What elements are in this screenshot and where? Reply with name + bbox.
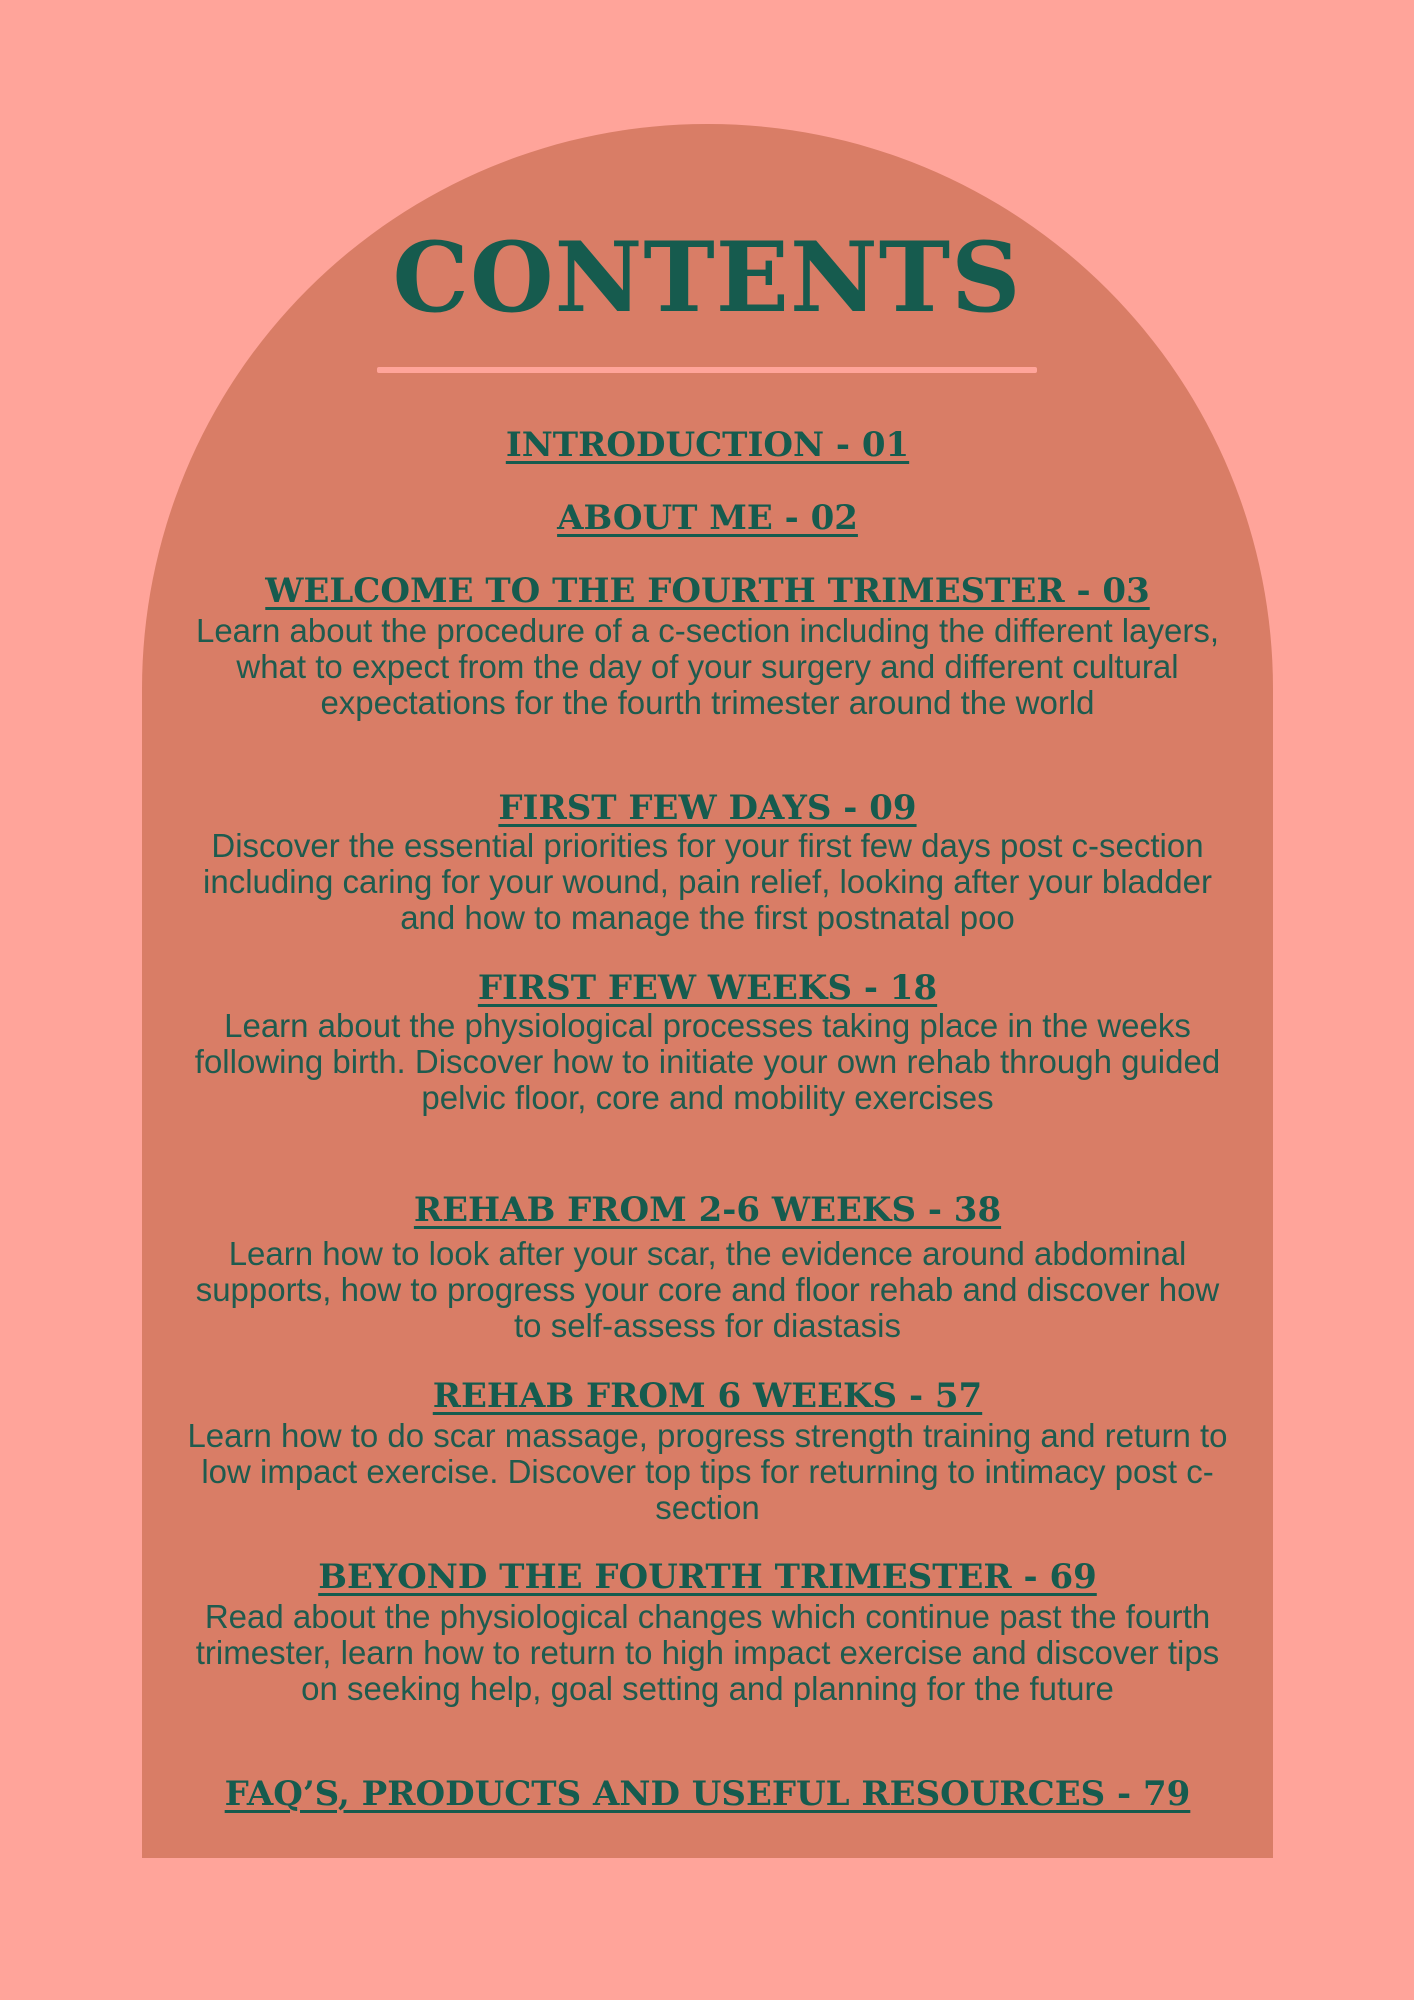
toc-description-rehab-6-weeks: Learn how to do scar massage, progress strength training and return to low impact exercise. Discover top tips for returning to intimacy post c-section — [187, 1417, 1228, 1526]
toc-link-introduction[interactable]: INTRODUCTION - 01 — [505, 425, 910, 465]
toc-link-first-few-weeks[interactable]: FIRST FEW WEEKS - 18 — [477, 968, 938, 1008]
toc-link-faqs-products-resources[interactable]: FAQ’S, PRODUCTS AND USEFUL RESOURCES - 79 — [224, 1774, 1191, 1814]
toc-link-about-me[interactable]: ABOUT ME - 02 — [557, 498, 858, 538]
toc-description-beyond-fourth-trimester: Read about the physiological changes which continue past the fourth trimester, learn how to return to high impact exercise and discover tips on seeking help, goal setting and planning for the future — [195, 1598, 1220, 1707]
toc-link-welcome-fourth-trimester[interactable]: WELCOME TO THE FOURTH TRIMESTER - 03 — [265, 571, 1150, 611]
toc-description-rehab-2-6-weeks: Learn how to look after your scar, the evidence around abdominal supports, how to progress your core and floor rehab and discover how to self-assess for diastasis — [195, 1235, 1220, 1344]
title-divider — [377, 367, 1037, 373]
toc-description-first-few-weeks: Learn about the physiological processes taking place in the weeks following birth. Discover how to initiate your own rehab through guided pelvic floor, core and mobility exercises — [194, 1007, 1221, 1116]
toc-link-rehab-2-6-weeks[interactable]: REHAB FROM 2-6 WEEKS - 38 — [413, 1190, 1002, 1230]
toc-description-first-few-days: Discover the essential priorities for your first few days post c-section including caring for your wound, pain relief, looking after your bladder and how to manage the first postnatal poo — [203, 827, 1212, 936]
page-title: CONTENTS — [392, 221, 1022, 334]
toc-description-welcome-fourth-trimester: Learn about the procedure of a c-section including the different layers, what to expect from the day of your surgery and different cultural expectations for the fourth trimester around the world — [195, 612, 1220, 721]
toc-link-rehab-6-weeks[interactable]: REHAB FROM 6 WEEKS - 57 — [432, 1376, 983, 1416]
toc-link-first-few-days[interactable]: FIRST FEW DAYS - 09 — [498, 788, 917, 828]
toc-link-beyond-fourth-trimester[interactable]: BEYOND THE FOURTH TRIMESTER - 69 — [318, 1557, 1097, 1597]
